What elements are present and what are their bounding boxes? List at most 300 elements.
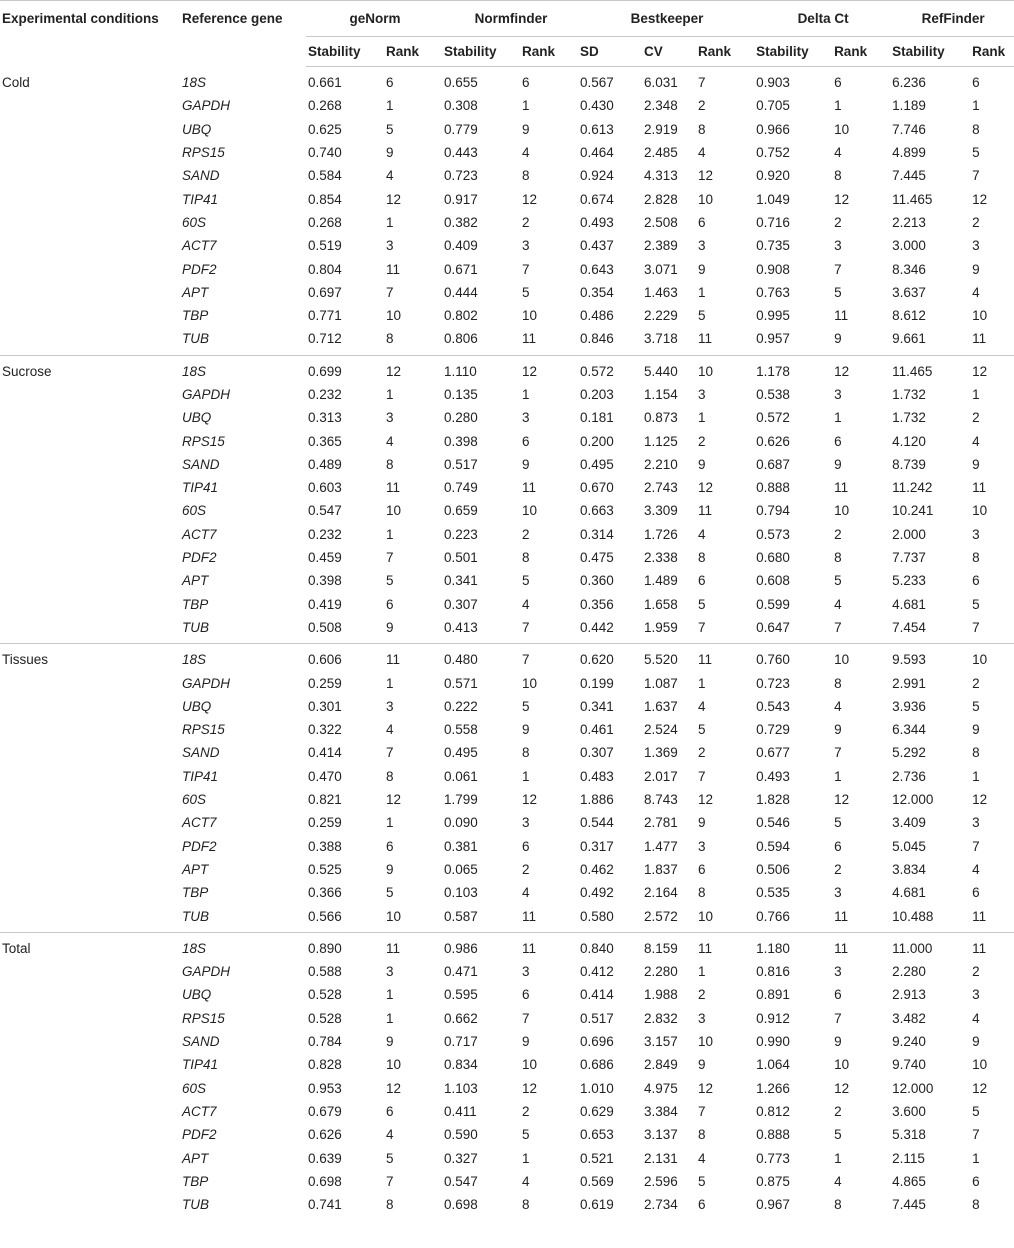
deltact-stability-cell: 0.626 [756,433,790,449]
subheader-genorm-stability: Stability [306,37,384,67]
bestkeeper-cv-cell: 1.087 [644,675,678,691]
normfinder-stability-cell: 0.723 [444,168,478,184]
genorm-stability-cell: 0.366 [308,885,342,901]
deltact-stability-cell: 0.543 [756,698,790,714]
subheader-reffinder-rank: Rank [970,37,1014,67]
deltact-rank-cell: 1 [834,768,842,784]
normfinder-rank-cell: 6 [522,838,530,854]
bestkeeper-cv-cell: 1.477 [644,838,678,854]
bestkeeper-cv-cell: 2.389 [644,238,678,254]
genorm-rank-cell: 1 [386,815,394,831]
deltact-rank-cell: 11 [832,904,890,932]
condition-cell [0,187,180,210]
reffinder-stability-cell: 2.913 [892,987,926,1003]
normfinder-stability-cell: 0.307 [444,596,478,612]
genorm-stability-cell: 0.398 [308,573,342,589]
bestkeeper-sd-cell: 0.696 [580,1034,614,1050]
normfinder-stability-cell: 0.802 [444,308,478,324]
bestkeeper-sd-cell: 0.653 [580,1127,614,1143]
normfinder-rank-cell: 9 [522,722,530,738]
bestkeeper-sd-cell: 0.846 [578,327,642,355]
header-genorm: geNorm [306,1,442,37]
condition-cell [0,523,180,546]
bestkeeper-cv-cell: 2.210 [644,456,678,472]
normfinder-rank-cell: 4 [522,885,530,901]
condition-cell [0,765,180,788]
gene-cell: RPS15 [182,145,225,161]
table-row [0,523,1014,546]
genorm-rank-cell: 1 [386,214,394,230]
deltact-stability-cell: 0.908 [756,261,790,277]
normfinder-stability-cell: 0.501 [444,550,478,566]
genorm-stability-cell: 0.639 [308,1150,342,1166]
bestkeeper-sd-cell: 0.442 [578,616,642,644]
normfinder-stability-cell: 0.398 [444,433,478,449]
bestkeeper-sd-cell: 0.569 [580,1173,614,1189]
condition-cell: Total [2,940,31,956]
table-row [0,383,1014,406]
genorm-rank-cell: 12 [386,363,402,379]
table-row [0,671,1014,694]
reffinder-stability-cell: 7.746 [892,121,926,137]
table-body [0,67,1014,1221]
table-row [0,257,1014,280]
table-row [0,788,1014,811]
table-row [0,499,1014,522]
gene-cell: TIP41 [182,768,219,784]
normfinder-stability-cell: 0.558 [444,722,478,738]
reffinder-rank-cell: 4 [972,1010,980,1026]
bestkeeper-rank-cell: 11 [696,327,754,355]
normfinder-stability-cell: 0.590 [444,1127,478,1143]
deltact-stability-cell: 0.608 [756,573,790,589]
bestkeeper-sd-cell: 0.493 [580,214,614,230]
bestkeeper-rank-cell: 1 [698,964,706,980]
condition-cell [0,960,180,983]
condition-cell [0,234,180,257]
normfinder-stability-cell: 0.327 [444,1150,478,1166]
normfinder-rank-cell: 7 [522,652,530,668]
reffinder-rank-cell: 12 [972,792,988,808]
normfinder-rank-cell: 7 [520,616,578,644]
normfinder-stability-cell: 1.110 [444,363,477,379]
deltact-stability-cell: 0.573 [756,526,790,542]
reffinder-stability-cell: 11.465 [892,363,933,379]
genorm-rank-cell: 11 [386,261,401,277]
reffinder-rank-cell: 10 [972,308,988,324]
normfinder-rank-cell: 1 [522,387,530,402]
bestkeeper-cv-cell: 1.369 [644,745,678,761]
reffinder-rank-cell: 3 [972,815,980,831]
genorm-stability-cell: 0.603 [308,480,342,496]
bestkeeper-sd-cell: 0.360 [580,573,614,589]
normfinder-rank-cell: 6 [522,987,530,1003]
gene-cell: TUB [182,1197,209,1213]
bestkeeper-cv-cell: 2.734 [644,1197,678,1213]
gene-cell: TIP41 [182,480,219,496]
header-delta-ct: Delta Ct [754,1,890,37]
condition-cell [0,281,180,304]
deltact-rank-cell: 10 [834,652,850,668]
table-row [0,1100,1014,1123]
bestkeeper-cv-cell: 1.726 [644,526,678,542]
deltact-rank-cell: 5 [834,1127,842,1143]
condition-cell [0,718,180,741]
reffinder-rank-cell: 4 [972,861,980,877]
reffinder-stability-cell: 2.213 [892,214,926,230]
normfinder-rank-cell: 7 [522,261,530,277]
normfinder-stability-cell: 0.662 [444,1010,478,1026]
table-row [0,593,1014,616]
normfinder-rank-cell: 2 [522,861,530,877]
deltact-stability-cell: 0.599 [756,596,790,612]
reffinder-stability-cell: 5.292 [892,745,926,761]
normfinder-rank-cell: 10 [522,675,538,691]
normfinder-rank-cell: 5 [522,698,530,714]
genorm-rank-cell: 8 [384,327,442,355]
reffinder-rank-cell: 6 [972,1173,980,1189]
deltact-rank-cell: 6 [834,433,842,449]
deltact-rank-cell: 3 [834,885,842,901]
reffinder-rank-cell: 1 [972,1150,980,1166]
bestkeeper-rank-cell: 2 [698,745,706,761]
reffinder-rank-cell: 9 [972,261,980,277]
table-row [0,695,1014,718]
deltact-rank-cell: 5 [834,284,842,300]
reffinder-rank-cell: 10 [972,503,988,519]
gene-cell: TBP [182,885,209,901]
table-row [0,211,1014,234]
genorm-rank-cell: 12 [386,792,402,808]
deltact-rank-cell: 1 [834,410,842,426]
bestkeeper-rank-cell: 5 [698,308,706,324]
bestkeeper-rank-cell: 7 [698,1103,706,1119]
normfinder-stability-cell: 0.443 [444,145,478,161]
bestkeeper-cv-cell: 2.164 [644,885,678,901]
deltact-rank-cell: 7 [834,745,842,761]
condition-cell [0,327,180,355]
bestkeeper-cv-cell: 2.572 [642,904,696,932]
condition-cell [0,164,180,187]
genorm-stability-cell: 0.661 [308,75,342,91]
gene-cell: PDF2 [182,838,217,854]
bestkeeper-sd-cell: 0.643 [580,261,614,277]
bestkeeper-rank-cell: 6 [698,214,706,230]
bestkeeper-rank-cell: 1 [698,410,706,426]
bestkeeper-rank-cell: 4 [698,145,706,161]
normfinder-rank-cell: 2 [522,1103,530,1119]
gene-cell: TUB [180,616,306,644]
deltact-stability-cell: 0.812 [756,1103,790,1119]
bestkeeper-rank-cell: 1 [698,284,706,300]
genorm-rank-cell: 7 [386,284,394,300]
bestkeeper-sd-cell: 0.461 [580,722,614,738]
deltact-stability-cell: 0.538 [756,387,790,402]
genorm-stability-cell: 0.268 [308,98,342,114]
deltact-rank-cell: 6 [834,987,842,1003]
genorm-rank-cell: 9 [386,861,394,877]
genorm-rank-cell: 12 [386,1080,402,1096]
deltact-stability-cell: 0.546 [756,815,790,831]
normfinder-rank-cell: 8 [522,550,530,566]
table-row [0,453,1014,476]
table-row [0,164,1014,187]
deltact-stability-cell: 0.677 [756,745,790,761]
reffinder-rank-cell: 1 [972,768,980,784]
genorm-rank-cell: 10 [386,308,402,324]
deltact-rank-cell: 10 [834,1057,850,1073]
deltact-rank-cell: 2 [834,526,842,542]
bestkeeper-rank-cell: 7 [698,75,706,91]
reffinder-rank-cell: 3 [972,238,980,254]
table-row [0,1170,1014,1193]
deltact-stability-cell: 0.903 [756,75,790,91]
reffinder-rank-cell: 2 [972,675,980,691]
condition-cell [0,788,180,811]
normfinder-rank-cell: 9 [522,1034,530,1050]
deltact-rank-cell: 9 [834,456,842,472]
genorm-rank-cell: 12 [386,191,402,207]
table-row [0,304,1014,327]
condition-cell [0,141,180,164]
reffinder-stability-cell: 4.681 [892,596,926,612]
bestkeeper-sd-cell: 0.341 [580,698,614,714]
header-reffinder: RefFinder [890,1,1014,37]
header-normfinder: Normfinder [442,1,578,37]
deltact-stability-cell: 0.966 [756,121,790,137]
deltact-rank-cell: 12 [834,792,850,808]
normfinder-stability-cell: 0.135 [444,387,478,402]
bestkeeper-cv-cell: 8.159 [644,940,678,956]
normfinder-stability-cell: 0.409 [444,238,478,254]
genorm-stability-cell: 0.268 [308,214,342,230]
reffinder-rank-cell: 9 [972,1034,980,1050]
normfinder-stability-cell: 0.341 [444,573,478,589]
table-row [0,406,1014,429]
normfinder-rank-cell: 12 [522,363,538,379]
deltact-rank-cell: 3 [834,238,842,254]
deltact-rank-cell: 4 [834,698,842,714]
bestkeeper-cv-cell: 8.743 [644,792,678,808]
gene-cell: TUB [180,904,306,932]
deltact-stability-cell: 0.766 [754,904,832,932]
table-row [0,67,1014,95]
bestkeeper-cv-cell: 2.508 [644,214,678,230]
deltact-stability-cell: 0.891 [756,987,790,1003]
bestkeeper-sd-cell: 1.010 [580,1080,614,1096]
normfinder-stability-cell: 0.779 [444,121,478,137]
normfinder-rank-cell: 2 [522,526,530,542]
reffinder-rank-cell: 6 [972,885,980,901]
normfinder-rank-cell: 5 [522,573,530,589]
genorm-rank-cell: 1 [386,675,394,691]
genorm-stability-cell: 0.828 [308,1057,342,1073]
subheader-bestkeeper-rank: Rank [696,37,754,67]
normfinder-rank-cell: 3 [522,964,530,980]
gene-cell: 18S [182,363,207,379]
table-row [0,1007,1014,1030]
condition-cell [0,741,180,764]
bestkeeper-cv-cell: 3.309 [644,503,678,519]
genorm-rank-cell: 3 [386,698,394,714]
normfinder-stability-cell: 0.308 [444,98,478,114]
condition-cell [0,569,180,592]
deltact-rank-cell: 12 [834,1080,850,1096]
reffinder-stability-cell: 3.482 [892,1010,926,1026]
genorm-rank-cell: 5 [386,121,394,137]
bestkeeper-rank-cell: 4 [698,698,706,714]
genorm-rank-cell: 7 [386,1173,394,1189]
reffinder-stability-cell: 1.189 [892,98,926,114]
genorm-stability-cell: 0.388 [308,838,342,854]
normfinder-stability-cell: 0.090 [444,815,478,831]
reffinder-rank-cell: 7 [970,616,1014,644]
bestkeeper-cv-cell: 2.781 [644,815,678,831]
reffinder-rank-cell: 9 [972,722,980,738]
deltact-stability-cell: 0.716 [756,214,790,230]
bestkeeper-cv-cell: 1.959 [642,616,696,644]
table-row [0,1146,1014,1169]
condition-cell: Sucrose [2,363,52,379]
gene-cell: GAPDH [182,964,231,980]
normfinder-stability-cell: 0.471 [444,964,478,980]
header-reference-gene: Reference gene [180,1,306,67]
reffinder-stability-cell: 7.445 [892,168,926,184]
bestkeeper-cv-cell: 5.520 [644,652,678,668]
gene-cell: SAND [182,168,220,184]
reffinder-stability-cell: 2.280 [892,964,926,980]
condition-cell [0,406,180,429]
genorm-rank-cell: 8 [386,456,394,472]
bestkeeper-rank-cell: 12 [698,480,714,496]
bestkeeper-cv-cell: 2.348 [644,98,678,114]
gene-cell: UBQ [182,121,212,137]
genorm-stability-cell: 0.784 [308,1034,342,1050]
deltact-rank-cell: 11 [834,940,849,956]
table-row [0,904,1014,932]
deltact-rank-cell: 6 [834,75,842,91]
gene-cell: GAPDH [182,98,231,114]
genorm-rank-cell: 4 [386,1127,394,1143]
deltact-rank-cell: 7 [832,616,890,644]
reffinder-rank-cell: 6 [972,573,980,589]
bestkeeper-sd-cell: 0.354 [580,284,614,300]
reffinder-rank-cell: 3 [972,987,980,1003]
table-row [0,644,1014,672]
reffinder-rank-cell: 2 [972,410,980,426]
deltact-rank-cell: 8 [834,168,842,184]
deltact-rank-cell: 5 [834,573,842,589]
normfinder-stability-cell: 0.806 [442,327,520,355]
genorm-rank-cell: 9 [386,1034,394,1050]
table-row [0,616,1014,644]
genorm-stability-cell: 0.890 [308,940,342,956]
genorm-stability-cell: 0.301 [308,698,342,714]
gene-cell: APT [182,1150,209,1166]
bestkeeper-rank-cell: 10 [698,363,714,379]
gene-cell: GAPDH [182,387,231,402]
genorm-stability-cell: 0.459 [308,550,342,566]
table-row [0,881,1014,904]
bestkeeper-sd-cell: 0.613 [580,121,614,137]
normfinder-stability-cell: 0.517 [444,456,478,472]
bestkeeper-rank-cell: 11 [698,503,713,519]
normfinder-stability-cell: 0.595 [444,987,478,1003]
genorm-stability-cell: 0.232 [308,387,342,402]
bestkeeper-sd-cell: 0.483 [580,768,614,784]
bestkeeper-sd-cell: 0.580 [578,904,642,932]
genorm-stability-cell: 0.679 [308,1103,342,1119]
genorm-rank-cell: 11 [386,940,401,956]
normfinder-rank-cell: 9 [522,121,530,137]
normfinder-stability-cell: 0.103 [444,885,478,901]
bestkeeper-rank-cell: 8 [698,550,706,566]
bestkeeper-cv-cell: 2.849 [644,1057,678,1073]
bestkeeper-sd-cell: 0.492 [580,885,614,901]
reffinder-stability-cell: 8.739 [892,456,926,472]
genorm-stability-cell: 0.606 [308,652,342,668]
deltact-rank-cell: 2 [834,1103,842,1119]
deltact-stability-cell: 1.266 [756,1080,790,1096]
subheader-deltact-stability: Stability [754,37,832,67]
reffinder-stability-cell: 12.000 [892,792,934,808]
bestkeeper-rank-cell: 12 [698,168,714,184]
reffinder-stability-cell: 6.236 [892,75,926,91]
deltact-stability-cell: 0.957 [754,327,832,355]
reffinder-rank-cell: 1 [972,98,980,114]
reffinder-stability-cell: 2.736 [892,768,926,784]
normfinder-rank-cell: 3 [522,410,530,426]
bestkeeper-sd-cell: 0.314 [580,526,614,542]
bestkeeper-rank-cell: 3 [698,1010,706,1026]
table-row [0,234,1014,257]
deltact-stability-cell: 0.816 [756,964,790,980]
bestkeeper-rank-cell: 7 [696,616,754,644]
reffinder-stability-cell: 3.600 [892,1103,926,1119]
genorm-rank-cell: 11 [386,652,401,668]
reffinder-stability-cell: 1.732 [892,410,926,426]
reffinder-stability-cell: 3.000 [892,238,926,254]
bestkeeper-sd-cell: 0.437 [580,238,614,254]
deltact-stability-cell: 0.875 [756,1173,790,1189]
gene-cell: 18S [182,940,207,956]
reffinder-rank-cell: 7 [972,838,980,854]
deltact-rank-cell: 3 [834,387,842,402]
genorm-stability-cell: 0.489 [308,456,342,472]
reffinder-rank-cell: 2 [972,964,980,980]
bestkeeper-cv-cell: 1.463 [644,284,678,300]
condition-cell [0,1100,180,1123]
gene-cell: TIP41 [182,1057,219,1073]
condition-cell [0,94,180,117]
genorm-stability-cell: 0.528 [308,987,342,1003]
condition-cell [0,1007,180,1030]
bestkeeper-cv-cell: 4.313 [644,168,678,184]
genorm-stability-cell: 0.821 [308,792,342,808]
genorm-rank-cell: 11 [386,480,401,496]
bestkeeper-sd-cell: 0.619 [580,1197,614,1213]
condition-cell [0,1146,180,1169]
reffinder-stability-cell: 9.593 [892,652,926,668]
bestkeeper-rank-cell: 11 [698,940,713,956]
deltact-stability-cell: 0.735 [756,238,790,254]
bestkeeper-cv-cell: 2.596 [644,1173,678,1189]
genorm-rank-cell: 5 [386,1150,394,1166]
bestkeeper-rank-cell: 2 [698,98,706,114]
deltact-rank-cell: 10 [834,121,850,137]
bestkeeper-cv-cell: 2.229 [644,308,678,324]
normfinder-rank-cell: 11 [522,480,537,496]
